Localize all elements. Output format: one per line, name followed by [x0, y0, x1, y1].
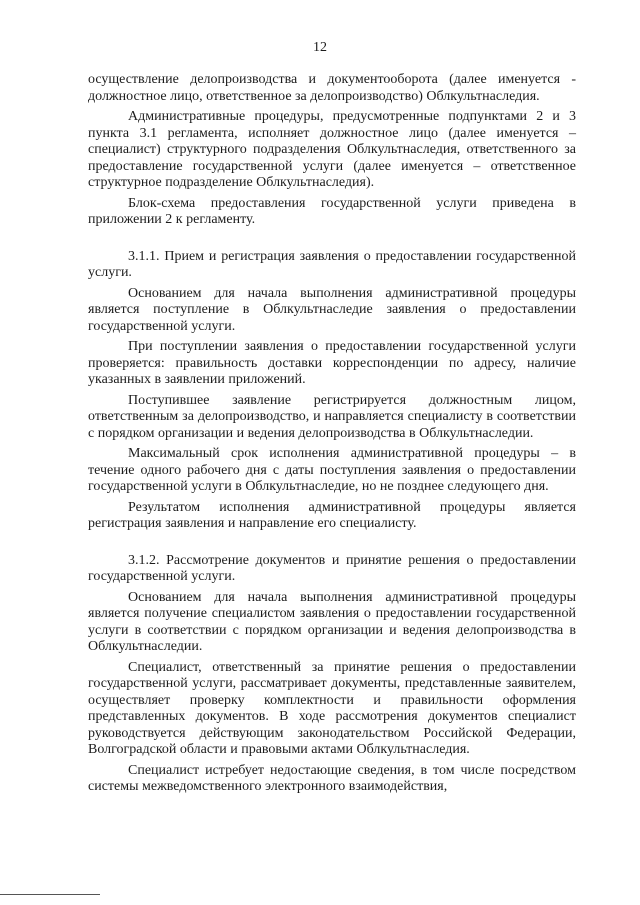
paragraph-registration: Поступившее заявление регистрируется должностным лицом, ответственным за делопроизводство, и направляется специалисту в соответствии с порядком организации и ведения делопроизводства в Облкультнаследии. — [88, 392, 576, 441]
paragraph-specialist-requests: Специалист истребует недостающие сведения, в том числе посредством системы межведомственного электронного взаимодействия, — [88, 762, 576, 794]
paragraph-continuation: осуществление делопроизводства и документооборота (далее именуется - должностное лицо, ответственное за делопроизводство) Облкультнаследия. — [88, 72, 576, 104]
page-number: 12 — [313, 40, 327, 55]
paragraph-block-scheme: Блок-схема предоставления государственной услуги приведена в приложении 2 к регламенту. — [88, 195, 576, 227]
heading-3-1-2: 3.1.2. Рассмотрение документов и принятие решения о предоставлении государственной услуги. — [88, 552, 576, 584]
paragraph-specialist-review: Специалист, ответственный за принятие решения о предоставлении государственной услуги, рассматривает документы, представленные заявителем, осуществляет проверку комплектности и правильности оформления представленных документов. В ходе рассмотрения документов специалист руководствуется действующим законодательством Российской Федерации, Волгоградской области и правовыми актами Облкультнаследия. — [88, 659, 576, 757]
paragraph-result-3-1-1: Результатом исполнения административной процедуры является регистрация заявления и направление его специалисту. — [88, 499, 576, 531]
paragraph-administrative-procedures: Административные процедуры, предусмотренные подпунктами 2 и 3 пункта 3.1 регламента, исполняет должностное лицо (далее именуется – специалист) структурного подразделения Облкультнаследия, ответственного за предоставление государственной услуги (далее именуется – ответственное структурное подразделение Облкультнаследия). — [88, 109, 576, 190]
paragraph-check-on-receipt: При поступлении заявления о предоставлении государственной услуги проверяется: правильность доставки корреспонденции по адресу, наличие указанных в заявлении приложений. — [88, 339, 576, 387]
bottom-divider — [0, 894, 100, 895]
paragraph-basis-3-1-2: Основанием для начала выполнения административной процедуры является получение специалистом заявления о предоставлении государственной услуги в соответствии с порядком организации и ведения делопроизводства в Облкультнаследии. — [88, 589, 576, 654]
paragraph-basis-3-1-1: Основанием для начала выполнения административной процедуры является поступление в Облкультнаследие заявления о предоставлении государственной услуги. — [88, 285, 576, 334]
paragraph-max-term: Максимальный срок исполнения административной процедуры – в течение одного рабочего дня с даты поступления заявления о предоставлении государственной услуги в Облкультнаследие, но не позднее следующего дня. — [88, 446, 576, 494]
document-body — [88, 72, 576, 800]
heading-3-1-1: 3.1.1. Прием и регистрация заявления о предоставлении государственной услуги. — [88, 248, 576, 280]
